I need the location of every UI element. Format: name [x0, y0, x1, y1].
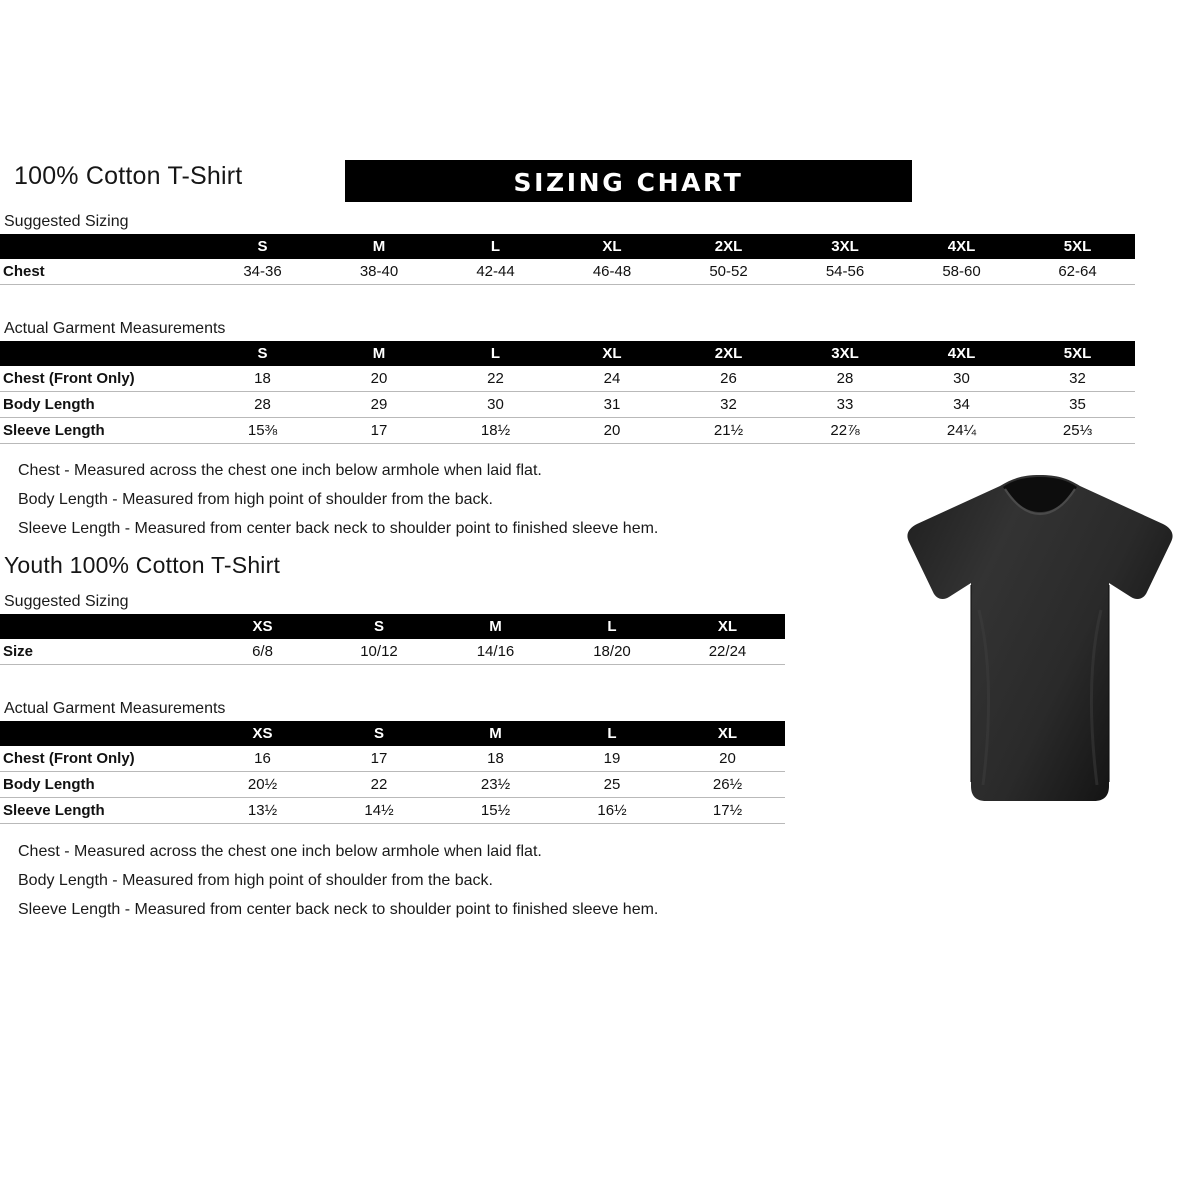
table-row	[0, 639, 785, 665]
adult-suggested-sizing-table	[0, 234, 1135, 285]
youth-note-body-length: Body Length - Measured from high point of shoulder from the back.	[18, 872, 493, 889]
cell: 18½	[437, 418, 554, 444]
row-label: Chest (Front Only)	[0, 746, 204, 772]
cell: 30	[903, 366, 1020, 392]
cell: 18	[204, 366, 321, 392]
cell: 10/12	[321, 639, 437, 665]
cell: 26½	[670, 772, 785, 798]
col-head: 5XL	[1020, 341, 1135, 366]
cell: 16	[204, 746, 321, 772]
cell: 46-48	[554, 259, 670, 285]
col-head: XL	[670, 721, 785, 746]
col-head	[0, 341, 204, 366]
cell: 18	[437, 746, 554, 772]
cell: 28	[204, 392, 321, 418]
t-shirt-product-image	[895, 470, 1185, 810]
cell: 33	[787, 392, 903, 418]
cell: 38-40	[321, 259, 437, 285]
cell: 22⅞	[787, 418, 903, 444]
col-head: 2XL	[670, 341, 787, 366]
row-label: Sleeve Length	[0, 798, 204, 824]
sizing-chart-banner-label: SIZING CHART	[513, 168, 744, 197]
cell: 20	[554, 418, 670, 444]
col-head: S	[204, 234, 321, 259]
col-head: L	[554, 614, 670, 639]
header	[10, 160, 1190, 204]
cell: 24	[554, 366, 670, 392]
cell: 20	[670, 746, 785, 772]
col-head: S	[321, 721, 437, 746]
table-header-row	[0, 721, 785, 746]
cell: 34	[903, 392, 1020, 418]
col-head	[0, 721, 204, 746]
row-label: Body Length	[0, 772, 204, 798]
col-head: 4XL	[903, 234, 1020, 259]
cell: 34-36	[204, 259, 321, 285]
col-head: 4XL	[903, 341, 1020, 366]
cell: 30	[437, 392, 554, 418]
cell: 28	[787, 366, 903, 392]
adult-actual-measurements-table	[0, 341, 1135, 444]
table-row	[0, 746, 785, 772]
col-head: S	[204, 341, 321, 366]
col-head: 5XL	[1020, 234, 1135, 259]
col-head: XS	[204, 721, 321, 746]
page-title: 100% Cotton T-Shirt	[14, 162, 243, 190]
row-label: Sleeve Length	[0, 418, 204, 444]
cell: 17	[321, 746, 437, 772]
table-header-row	[0, 614, 785, 639]
row-label: Chest (Front Only)	[0, 366, 204, 392]
cell: 32	[1020, 366, 1135, 392]
row-label: Body Length	[0, 392, 204, 418]
col-head: XS	[204, 614, 321, 639]
cell: 14½	[321, 798, 437, 824]
col-head: 2XL	[670, 234, 787, 259]
cell: 31	[554, 392, 670, 418]
cell: 22	[437, 366, 554, 392]
cell: 26	[670, 366, 787, 392]
cell: 58-60	[903, 259, 1020, 285]
table-row	[0, 259, 1135, 285]
adult-note-chest: Chest - Measured across the chest one inch below armhole when laid flat.	[18, 462, 542, 479]
table-row	[0, 366, 1135, 392]
cell: 20½	[204, 772, 321, 798]
col-head: XL	[670, 614, 785, 639]
cell: 21½	[670, 418, 787, 444]
cell: 32	[670, 392, 787, 418]
table-row	[0, 418, 1135, 444]
col-head: L	[554, 721, 670, 746]
youth-actual-measurements-table	[0, 721, 785, 824]
adult-note-body-length: Body Length - Measured from high point of shoulder from the back.	[18, 491, 493, 508]
cell: 19	[554, 746, 670, 772]
youth-note-sleeve-length: Sleeve Length - Measured from center back neck to shoulder point to finished sleeve hem.	[18, 901, 659, 918]
col-head: XL	[554, 341, 670, 366]
cell: 25	[554, 772, 670, 798]
adult-actual-measurements-label: Actual Garment Measurements	[4, 320, 226, 337]
cell: 24¼	[903, 418, 1020, 444]
col-head: 3XL	[787, 234, 903, 259]
cell: 29	[321, 392, 437, 418]
adult-suggested-sizing-label: Suggested Sizing	[4, 213, 129, 230]
col-head: M	[321, 234, 437, 259]
cell: 23½	[437, 772, 554, 798]
row-label: Size	[0, 639, 204, 665]
youth-suggested-sizing-label: Suggested Sizing	[4, 593, 129, 610]
cell: 20	[321, 366, 437, 392]
col-head: 3XL	[787, 341, 903, 366]
adult-note-sleeve-length: Sleeve Length - Measured from center back neck to shoulder point to finished sleeve hem.	[18, 520, 659, 537]
table-row	[0, 392, 1135, 418]
cell: 54-56	[787, 259, 903, 285]
youth-section-title: Youth 100% Cotton T-Shirt	[4, 552, 281, 578]
col-head: L	[437, 234, 554, 259]
table-row	[0, 798, 785, 824]
table-header-row	[0, 341, 1135, 366]
cell: 22	[321, 772, 437, 798]
col-head: M	[437, 721, 554, 746]
col-head	[0, 234, 204, 259]
col-head: S	[321, 614, 437, 639]
youth-actual-measurements-label: Actual Garment Measurements	[4, 700, 226, 717]
cell: 18/20	[554, 639, 670, 665]
cell: 15½	[437, 798, 554, 824]
row-label: Chest	[0, 259, 204, 285]
cell: 62-64	[1020, 259, 1135, 285]
sizing-chart-banner	[345, 160, 912, 202]
col-head: M	[321, 341, 437, 366]
cell: 22/24	[670, 639, 785, 665]
cell: 15⅜	[204, 418, 321, 444]
table-header-row	[0, 234, 1135, 259]
cell: 50-52	[670, 259, 787, 285]
cell: 14/16	[437, 639, 554, 665]
col-head: XL	[554, 234, 670, 259]
cell: 42-44	[437, 259, 554, 285]
cell: 6/8	[204, 639, 321, 665]
youth-note-chest: Chest - Measured across the chest one inch below armhole when laid flat.	[18, 843, 542, 860]
youth-suggested-sizing-table	[0, 614, 785, 665]
cell: 17½	[670, 798, 785, 824]
col-head: M	[437, 614, 554, 639]
cell: 25⅓	[1020, 418, 1135, 444]
cell: 16½	[554, 798, 670, 824]
cell: 35	[1020, 392, 1135, 418]
col-head	[0, 614, 204, 639]
cell: 17	[321, 418, 437, 444]
col-head: L	[437, 341, 554, 366]
table-row	[0, 772, 785, 798]
cell: 13½	[204, 798, 321, 824]
